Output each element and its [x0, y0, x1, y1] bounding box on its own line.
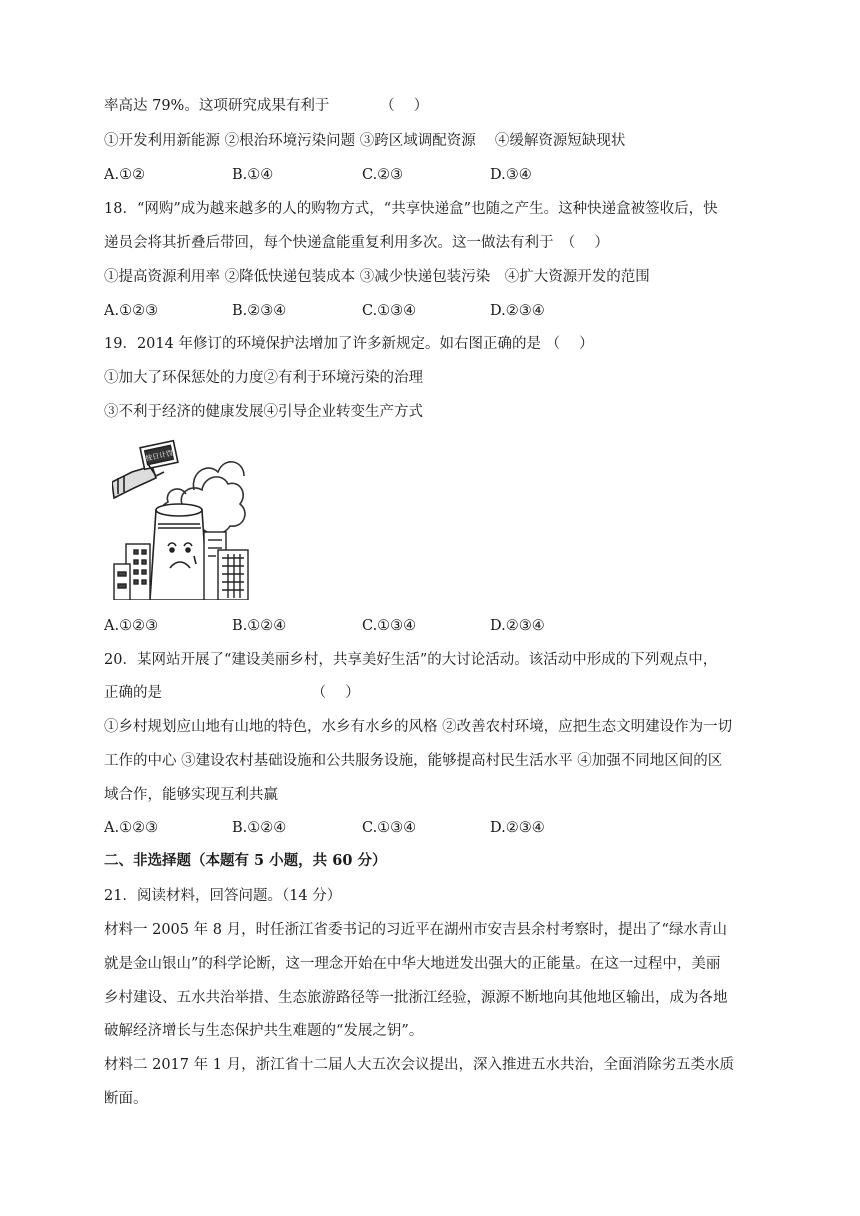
q20-items-line3: 域合作，能够实现互利共赢	[104, 787, 278, 803]
q20-stem-line2: 正确的是 （ ）	[104, 685, 360, 701]
q17-stem-cont: 率高达 79%。这项研究成果有利于 （ ）	[104, 98, 429, 114]
q18-stem-line2: 递员会将其折叠后带回，每个快递盒能重复利用多次。这一做法有利于 （ ）	[104, 235, 609, 251]
section-heading: 二、非选择题（本题有 5 小题，共 60 分）	[104, 852, 387, 869]
q20-items-line1: ①乡村规划应山地有山地的特色，水乡有水乡的风格 ②改善农村环境，应把生态文明建设作为一切	[104, 719, 733, 735]
pollution-cartoon-image	[112, 432, 250, 600]
q20-items-line2: 工作的中心 ③建设农村基础设施和公共服务设施，能够提高村民生活水平 ④加强不同地区间的区	[104, 753, 723, 769]
q18-option-d: D.②③④	[490, 303, 545, 319]
q19-items-line2: ③不利于经济的健康发展④引导企业转变生产方式	[104, 404, 423, 420]
q18-items: ①提高资源利用率 ②降低快递包装成本 ③减少快递包装污染 ④扩大资源开发的范围	[104, 269, 650, 285]
q19-items-line1: ①加大了环保惩处的力度②有利于环境污染的治理	[104, 370, 423, 386]
q20-option-b: B.①②④	[232, 820, 287, 836]
q21-material1-line1: 材料一 2005 年 8 月，时任浙江省委书记的习近平在湖州市安吉县余村考察时，提出了“绿水青山	[104, 922, 727, 938]
cartoon-sign-text: 按日计罚	[144, 449, 174, 463]
q21-material1-line4: 破解经济增长与生态保护共生难题的“发展之钥”。	[104, 1023, 424, 1039]
q18-option-b: B.②③④	[232, 303, 287, 319]
q18-option-a: A.①②③	[104, 303, 159, 319]
q18-stem-line1: 18．“网购”成为越来越多的人的购物方式，“共享快递盒”也随之产生。这种快递盒被签收后，快	[104, 201, 718, 217]
q20-stem-line1: 20．某网站开展了“建设美丽乡村，共享美好生活”的大讨论活动。该活动中形成的下列观点中，	[104, 652, 718, 668]
q19-option-d: D.②③④	[490, 618, 545, 634]
q18-option-c: C.①③④	[362, 303, 417, 319]
q21-material1-line3: 乡村建设、五水共治举措、生态旅游路径等一批浙江经验，源源不断地向其他地区输出，成为各地	[104, 990, 728, 1006]
q19-stem: 19．2014 年修订的环境保护法增加了许多新规定。如右图正确的是 （ ）	[104, 336, 594, 352]
q20-option-d: D.②③④	[490, 820, 545, 836]
q19-option-c: C.①③④	[362, 618, 417, 634]
q19-option-b: B.①②④	[232, 618, 287, 634]
q21-material1-line2: 就是金山银山”的科学论断，这一理念开始在中华大地迸发出强大的正能量。在这一过程中，美丽	[104, 956, 721, 972]
q17-option-b: B.①④	[232, 167, 274, 183]
q17-option-c: C.②③	[362, 167, 404, 183]
q19-option-a: A.①②③	[104, 618, 159, 634]
q20-option-a: A.①②③	[104, 820, 159, 836]
q21-material2-line1: 材料二 2017 年 1 月，浙江省十二届人大五次会议提出，深入推进五水共治，全面消除劣五类水质	[104, 1057, 735, 1073]
q17-option-d: D.③④	[490, 167, 532, 183]
q21-material2-line2: 断面。	[104, 1091, 148, 1107]
q20-option-c: C.①③④	[362, 820, 417, 836]
q21-stem: 21．阅读材料，回答问题。（14 分）	[104, 888, 342, 904]
q17-items: ①开发利用新能源 ②根治环境污染问题 ③跨区域调配资源 ④缓解资源短缺现状	[104, 133, 626, 149]
q17-option-a: A.①②	[104, 167, 146, 183]
